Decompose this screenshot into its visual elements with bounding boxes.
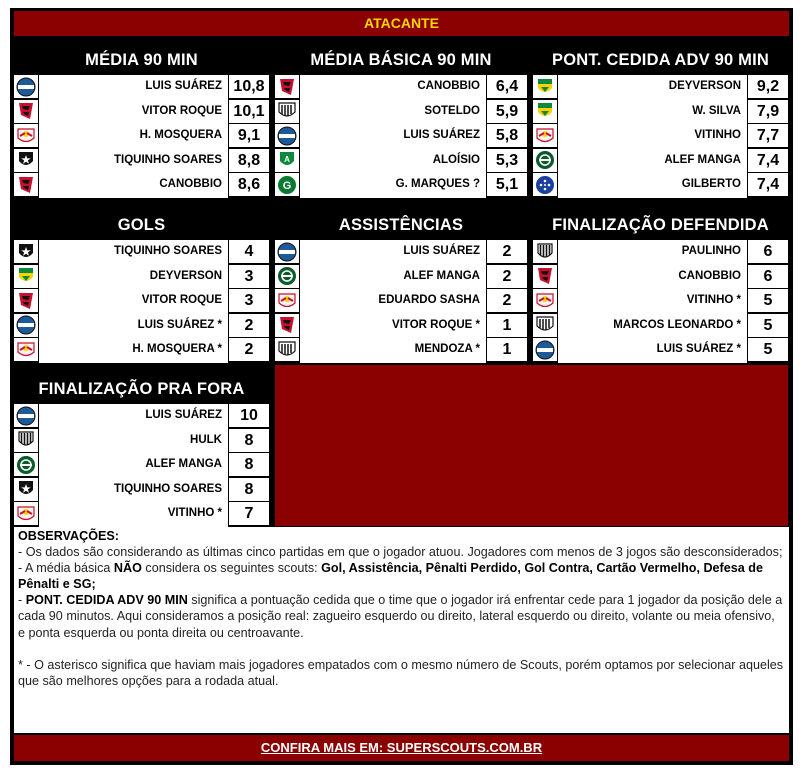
ranking-row xyxy=(533,265,788,290)
ranking-list xyxy=(275,240,527,363)
ranking-row xyxy=(275,100,527,125)
panel-pont-cedida-adv-90-min xyxy=(533,45,788,198)
stat-value: 1 xyxy=(487,314,527,337)
player-name: LUIS SUÁREZ xyxy=(300,124,486,149)
player-name: EDUARDO SASHA xyxy=(300,289,486,314)
stat-value: 6,4 xyxy=(487,75,527,98)
ranking-row xyxy=(275,124,527,149)
athletico-crest-icon xyxy=(275,75,299,98)
ranking-row xyxy=(14,289,269,314)
ranking-row xyxy=(14,404,269,429)
gremio-crest-icon xyxy=(275,124,299,147)
player-name: DEYVERSON xyxy=(558,75,747,100)
stat-value: 2 xyxy=(487,289,527,312)
stat-value: 8 xyxy=(229,429,269,452)
player-name: CANOBBIO xyxy=(300,75,486,100)
ranking-row xyxy=(275,289,527,314)
player-name: H. MOSQUERA * xyxy=(39,338,228,363)
stat-value: 8,6 xyxy=(229,173,269,196)
coritiba-crest-icon xyxy=(533,149,557,172)
ranking-row xyxy=(14,173,269,198)
player-name: VITOR ROQUE xyxy=(39,289,228,314)
ranking-row xyxy=(533,289,788,314)
panel-title: MÉDIA BÁSICA 90 MIN xyxy=(310,51,492,69)
ranking-row xyxy=(533,124,788,149)
cruzeiro-crest-icon xyxy=(533,173,557,196)
stat-value: 7,7 xyxy=(748,124,788,147)
panel-title: GOLS xyxy=(117,216,166,234)
player-name: G. MARQUES ? xyxy=(300,173,486,198)
ranking-row xyxy=(14,149,269,174)
gremio-crest-icon xyxy=(533,338,557,361)
athletico-crest-icon xyxy=(14,100,38,123)
stat-value: 10,8 xyxy=(229,75,269,98)
stat-value: 3 xyxy=(229,289,269,312)
ranking-row xyxy=(275,173,527,198)
ranking-row xyxy=(14,429,269,454)
coritiba-crest-icon xyxy=(14,453,38,476)
ranking-row xyxy=(14,314,269,339)
player-name: LUIS SUÁREZ xyxy=(300,240,486,265)
botafogo-crest-icon xyxy=(14,149,38,172)
player-name: HULK xyxy=(39,429,228,454)
ranking-list xyxy=(14,404,269,527)
player-name: LUIS SUÁREZ * xyxy=(558,338,747,363)
stat-value: 2 xyxy=(229,338,269,361)
gremio-crest-icon xyxy=(275,240,299,263)
ranking-row xyxy=(14,265,269,290)
atletico-mg-crest-icon xyxy=(533,240,557,263)
santos-crest-icon xyxy=(275,100,299,123)
santos-crest-icon xyxy=(275,338,299,361)
ranking-row xyxy=(275,338,527,363)
svg-text:G: G xyxy=(282,179,292,192)
stat-value: 7,4 xyxy=(748,173,788,196)
ranking-row xyxy=(275,265,527,290)
stat-value: 8 xyxy=(229,478,269,501)
bragantino-crest-icon xyxy=(14,338,38,361)
player-name: CANOBBIO xyxy=(39,173,228,198)
coritiba-crest-icon xyxy=(275,265,299,288)
observation-line-2: - A média básica NÃO considera os seguintes scouts: Gol, Assistência, Pênalti Perdido, Gol Contra, Cartão Vermelho, Defesa de Pênalti e SG; xyxy=(18,561,763,592)
ranking-list xyxy=(14,75,269,198)
panel-media-basica-90-min xyxy=(275,45,527,198)
athletico-crest-icon xyxy=(14,289,38,312)
ranking-row xyxy=(275,240,527,265)
stat-value: 8,8 xyxy=(229,149,269,172)
observation-line-1: - Os dados são considerando as últimas cinco partidas em que o jogador atuou. Jogadores com menos de 3 jogos são desconsiderados; xyxy=(18,545,783,560)
observation-line-4: * - O asterisco significa que haviam mais jogadores empatados com o mesmo número de Scouts, porém optamos por selecionar aqueles que são melhores opções para a rodada atual. xyxy=(18,657,784,688)
ranking-row xyxy=(533,338,788,363)
stat-value: 10,1 xyxy=(229,100,269,123)
panel-finalizacao-defendida xyxy=(533,210,788,363)
stat-value: 5 xyxy=(748,289,788,312)
player-name: MENDOZA * xyxy=(300,338,486,363)
player-name: MARCOS LEONARDO * xyxy=(558,314,747,339)
player-name: ALOÍSIO xyxy=(300,149,486,174)
athletico-crest-icon xyxy=(275,314,299,337)
ranking-row xyxy=(275,149,527,174)
bragantino-crest-icon xyxy=(533,289,557,312)
panel-gols xyxy=(14,210,269,363)
player-name: LUIS SUÁREZ xyxy=(39,404,228,429)
panel-title: MÉDIA 90 MIN xyxy=(85,51,198,69)
america-mg-crest-icon xyxy=(275,149,299,172)
ranking-row xyxy=(14,124,269,149)
player-name: LUIS SUÁREZ * xyxy=(39,314,228,339)
ranking-row xyxy=(14,453,269,478)
observations-box xyxy=(14,527,789,733)
player-name: VITINHO * xyxy=(558,289,747,314)
stat-value: 5,9 xyxy=(487,100,527,123)
stat-value: 7,9 xyxy=(748,100,788,123)
ranking-list xyxy=(533,75,788,198)
bragantino-crest-icon xyxy=(275,289,299,312)
player-name: ALEF MANGA xyxy=(39,453,228,478)
santos-crest-icon xyxy=(533,314,557,337)
ranking-row xyxy=(14,100,269,125)
stat-value: 5,3 xyxy=(487,149,527,172)
stat-value: 6 xyxy=(748,265,788,288)
panel-finalizacao-pra-fora xyxy=(14,374,269,527)
player-name: SOTELDO xyxy=(300,100,486,125)
observations-heading: OBSERVAÇÕES: xyxy=(18,529,120,543)
ranking-row xyxy=(14,75,269,100)
stat-value: 5,8 xyxy=(487,124,527,147)
stat-value: 6 xyxy=(748,240,788,263)
stat-value: 1 xyxy=(487,338,527,361)
footer-link[interactable]: CONFIRA MAIS EM: SUPERSCOUTS.COM.BR xyxy=(14,735,789,761)
stat-value: 5 xyxy=(748,314,788,337)
cuiaba-crest-icon xyxy=(533,100,557,123)
ranking-row xyxy=(533,149,788,174)
stat-value: 7 xyxy=(229,502,269,525)
stat-value: 8 xyxy=(229,453,269,476)
ranking-row xyxy=(533,75,788,100)
position-title: ATACANTE xyxy=(14,11,789,36)
ranking-row xyxy=(14,240,269,265)
stat-value: 9,1 xyxy=(229,124,269,147)
cuiaba-crest-icon xyxy=(533,75,557,98)
ranking-row xyxy=(275,314,527,339)
botafogo-crest-icon xyxy=(14,478,38,501)
botafogo-crest-icon xyxy=(14,240,38,263)
player-name: GILBERTO xyxy=(558,173,747,198)
player-name: TIQUINHO SOARES xyxy=(39,149,228,174)
player-name: VITOR ROQUE xyxy=(39,100,228,125)
panel-media-90-min xyxy=(14,45,269,198)
player-name: LUIS SUÁREZ xyxy=(39,75,228,100)
panel-title: PONT. CEDIDA ADV 90 MIN xyxy=(552,51,769,69)
ranking-row xyxy=(533,314,788,339)
ranking-row xyxy=(14,338,269,363)
ranking-row xyxy=(14,502,269,527)
ranking-row xyxy=(275,75,527,100)
player-name: PAULINHO xyxy=(558,240,747,265)
player-name: TIQUINHO SOARES xyxy=(39,240,228,265)
ranking-list xyxy=(275,75,527,198)
atletico-mg-crest-icon xyxy=(14,429,38,452)
player-name: VITOR ROQUE * xyxy=(300,314,486,339)
stat-value: 10 xyxy=(229,404,269,427)
player-name: CANOBBIO xyxy=(558,265,747,290)
gremio-crest-icon xyxy=(14,75,38,98)
player-name: H. MOSQUERA xyxy=(39,124,228,149)
player-name: ALEF MANGA xyxy=(300,265,486,290)
athletico-crest-icon xyxy=(14,173,38,196)
panel-title: ASSISTÊNCIAS xyxy=(338,216,464,234)
observation-line-3: - PONT. CEDIDA ADV 90 MIN significa a pontuação cedida que o time que o jogador irá enfrentar cede para 1 jogador da posição dele a cada 90 minutos. Aqui consideramos a posição real: zagueiro esquerdo ou direito, lateral esquerdo ou direito, volante ou meia ofensivo, e ponta esquerda ou ponta direita ou centroavante. xyxy=(18,593,783,640)
ranking-row xyxy=(14,478,269,503)
ranking-row xyxy=(533,100,788,125)
player-name: TIQUINHO SOARES xyxy=(39,478,228,503)
ranking-list xyxy=(14,240,269,363)
stat-value: 7,4 xyxy=(748,149,788,172)
panel-title: FINALIZAÇÃO PRA FORA xyxy=(38,380,245,398)
player-name: DEYVERSON xyxy=(39,265,228,290)
athletico-crest-icon xyxy=(533,265,557,288)
player-name: ALEF MANGA xyxy=(558,149,747,174)
player-name: VITINHO xyxy=(558,124,747,149)
stat-value: 2 xyxy=(487,265,527,288)
ranking-list xyxy=(533,240,788,363)
bragantino-crest-icon xyxy=(533,124,557,147)
stat-value: 2 xyxy=(487,240,527,263)
stat-value: 2 xyxy=(229,314,269,337)
goias-crest-icon xyxy=(275,173,299,196)
cuiaba-crest-icon xyxy=(14,265,38,288)
stat-value: 3 xyxy=(229,265,269,288)
panel-assistencias xyxy=(275,210,527,363)
panel-title: FINALIZAÇÃO DEFENDIDA xyxy=(552,216,769,234)
player-name: VITINHO * xyxy=(39,502,228,527)
ranking-row xyxy=(533,240,788,265)
stat-value: 5,1 xyxy=(487,173,527,196)
ranking-row xyxy=(533,173,788,198)
stat-value: 4 xyxy=(229,240,269,263)
gremio-crest-icon xyxy=(14,314,38,337)
bragantino-crest-icon xyxy=(14,502,38,525)
stat-value: 9,2 xyxy=(748,75,788,98)
empty-accent-block xyxy=(275,365,788,526)
svg-text:A: A xyxy=(284,155,290,164)
stat-value: 5 xyxy=(748,338,788,361)
player-name: W. SILVA xyxy=(558,100,747,125)
gremio-crest-icon xyxy=(14,404,38,427)
bragantino-crest-icon xyxy=(14,124,38,147)
